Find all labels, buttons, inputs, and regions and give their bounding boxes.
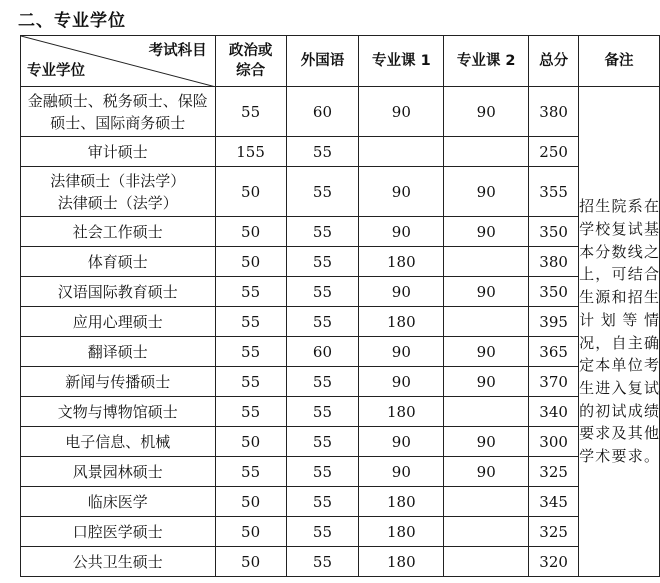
foreign-cell: 55 <box>286 397 359 427</box>
politics-cell: 55 <box>215 457 286 487</box>
politics-cell: 50 <box>215 217 286 247</box>
header-politics: 政治或 综合 <box>215 36 286 87</box>
foreign-cell: 55 <box>286 487 359 517</box>
politics-cell: 55 <box>215 277 286 307</box>
major1-cell <box>359 137 444 167</box>
table-row <box>21 547 660 577</box>
total-cell: 325 <box>529 517 579 547</box>
major1-cell: 90 <box>359 457 444 487</box>
total-cell: 355 <box>529 167 579 217</box>
section-title: 二、专业学位 <box>18 11 126 31</box>
politics-cell: 50 <box>215 487 286 517</box>
degree-cell: 风景园林硕士 <box>21 457 216 487</box>
table-row <box>21 247 660 277</box>
table-row <box>21 517 660 547</box>
major2-cell: 90 <box>444 337 529 367</box>
total-cell: 380 <box>529 247 579 277</box>
table-row <box>21 427 660 457</box>
table-row <box>21 487 660 517</box>
major1-cell: 180 <box>359 247 444 277</box>
major1-cell: 90 <box>359 427 444 457</box>
politics-cell: 55 <box>215 307 286 337</box>
table-row <box>21 167 660 217</box>
header-degree-label: 专业学位 <box>27 63 85 79</box>
foreign-cell: 55 <box>286 247 359 277</box>
major2-cell <box>444 307 529 337</box>
degree-cell: 临床医学 <box>21 487 216 517</box>
major1-cell: 90 <box>359 337 444 367</box>
total-cell: 325 <box>529 457 579 487</box>
header-diagonal-cell <box>21 36 216 87</box>
score-table <box>20 35 660 577</box>
foreign-cell: 55 <box>286 427 359 457</box>
politics-cell: 50 <box>215 517 286 547</box>
degree-cell: 法律硕士（非法学） 法律硕士（法学） <box>21 167 216 217</box>
total-cell: 370 <box>529 367 579 397</box>
degree-cell: 公共卫生硕士 <box>21 547 216 577</box>
header-subjects-label: 考试科目 <box>148 43 207 59</box>
table-row <box>21 367 660 397</box>
remark-text: 招生院系在学校复试基本分数线之上，可结合生源和招生计划等情况，自主确定本单位考生进入复试的初试成绩要求及其他学术要求。 <box>579 197 659 466</box>
major1-cell: 90 <box>359 217 444 247</box>
total-cell: 340 <box>529 397 579 427</box>
degree-cell: 金融硕士、税务硕士、保险硕士、国际商务硕士 <box>21 87 216 137</box>
major1-cell: 90 <box>359 277 444 307</box>
degree-cell: 体育硕士 <box>21 247 216 277</box>
total-cell: 365 <box>529 337 579 367</box>
table-row <box>21 217 660 247</box>
major2-cell <box>444 487 529 517</box>
total-cell: 350 <box>529 277 579 307</box>
total-cell: 320 <box>529 547 579 577</box>
major2-cell: 90 <box>444 457 529 487</box>
major2-cell: 90 <box>444 277 529 307</box>
major1-cell: 180 <box>359 307 444 337</box>
foreign-cell: 55 <box>286 217 359 247</box>
politics-cell: 55 <box>215 337 286 367</box>
table-row <box>21 277 660 307</box>
major1-cell: 90 <box>359 367 444 397</box>
total-cell: 345 <box>529 487 579 517</box>
table-row <box>21 337 660 367</box>
major2-cell: 90 <box>444 367 529 397</box>
major2-cell <box>444 517 529 547</box>
foreign-cell: 55 <box>286 137 359 167</box>
foreign-cell: 55 <box>286 367 359 397</box>
major2-cell <box>444 247 529 277</box>
table-row <box>21 457 660 487</box>
politics-cell: 55 <box>215 367 286 397</box>
politics-cell: 50 <box>215 427 286 457</box>
foreign-cell: 55 <box>286 307 359 337</box>
table-row <box>21 87 660 137</box>
major2-cell: 90 <box>444 427 529 457</box>
header-remark: 备注 <box>579 36 660 87</box>
major2-cell: 90 <box>444 217 529 247</box>
foreign-cell: 55 <box>286 457 359 487</box>
politics-cell: 155 <box>215 137 286 167</box>
remark-cell <box>579 87 660 577</box>
header-major1: 专业课 1 <box>359 36 444 87</box>
major1-cell: 90 <box>359 167 444 217</box>
degree-cell: 文物与博物馆硕士 <box>21 397 216 427</box>
table-row <box>21 397 660 427</box>
politics-cell: 55 <box>215 87 286 137</box>
total-cell: 300 <box>529 427 579 457</box>
header-foreign-language: 外国语 <box>286 36 359 87</box>
degree-cell: 应用心理硕士 <box>21 307 216 337</box>
foreign-cell: 55 <box>286 277 359 307</box>
header-major2: 专业课 2 <box>444 36 529 87</box>
total-cell: 250 <box>529 137 579 167</box>
major2-cell <box>444 397 529 427</box>
degree-cell: 汉语国际教育硕士 <box>21 277 216 307</box>
degree-cell: 社会工作硕士 <box>21 217 216 247</box>
major2-cell: 90 <box>444 87 529 137</box>
major1-cell: 180 <box>359 487 444 517</box>
degree-cell: 翻译硕士 <box>21 337 216 367</box>
header-row <box>21 36 660 87</box>
major2-cell <box>444 547 529 577</box>
total-cell: 350 <box>529 217 579 247</box>
header-total: 总分 <box>529 36 579 87</box>
foreign-cell: 55 <box>286 547 359 577</box>
foreign-cell: 60 <box>286 337 359 367</box>
total-cell: 380 <box>529 87 579 137</box>
degree-cell: 新闻与传播硕士 <box>21 367 216 397</box>
major2-cell <box>444 137 529 167</box>
foreign-cell: 55 <box>286 517 359 547</box>
major1-cell: 180 <box>359 517 444 547</box>
foreign-cell: 55 <box>286 167 359 217</box>
major1-cell: 180 <box>359 547 444 577</box>
major1-cell: 90 <box>359 87 444 137</box>
politics-cell: 50 <box>215 167 286 217</box>
degree-cell: 电子信息、机械 <box>21 427 216 457</box>
politics-cell: 50 <box>215 247 286 277</box>
total-cell: 395 <box>529 307 579 337</box>
major2-cell: 90 <box>444 167 529 217</box>
table-row <box>21 137 660 167</box>
politics-cell: 50 <box>215 547 286 577</box>
politics-cell: 55 <box>215 397 286 427</box>
table-row <box>21 307 660 337</box>
degree-cell: 审计硕士 <box>21 137 216 167</box>
degree-cell: 口腔医学硕士 <box>21 517 216 547</box>
major1-cell: 180 <box>359 397 444 427</box>
foreign-cell: 60 <box>286 87 359 137</box>
